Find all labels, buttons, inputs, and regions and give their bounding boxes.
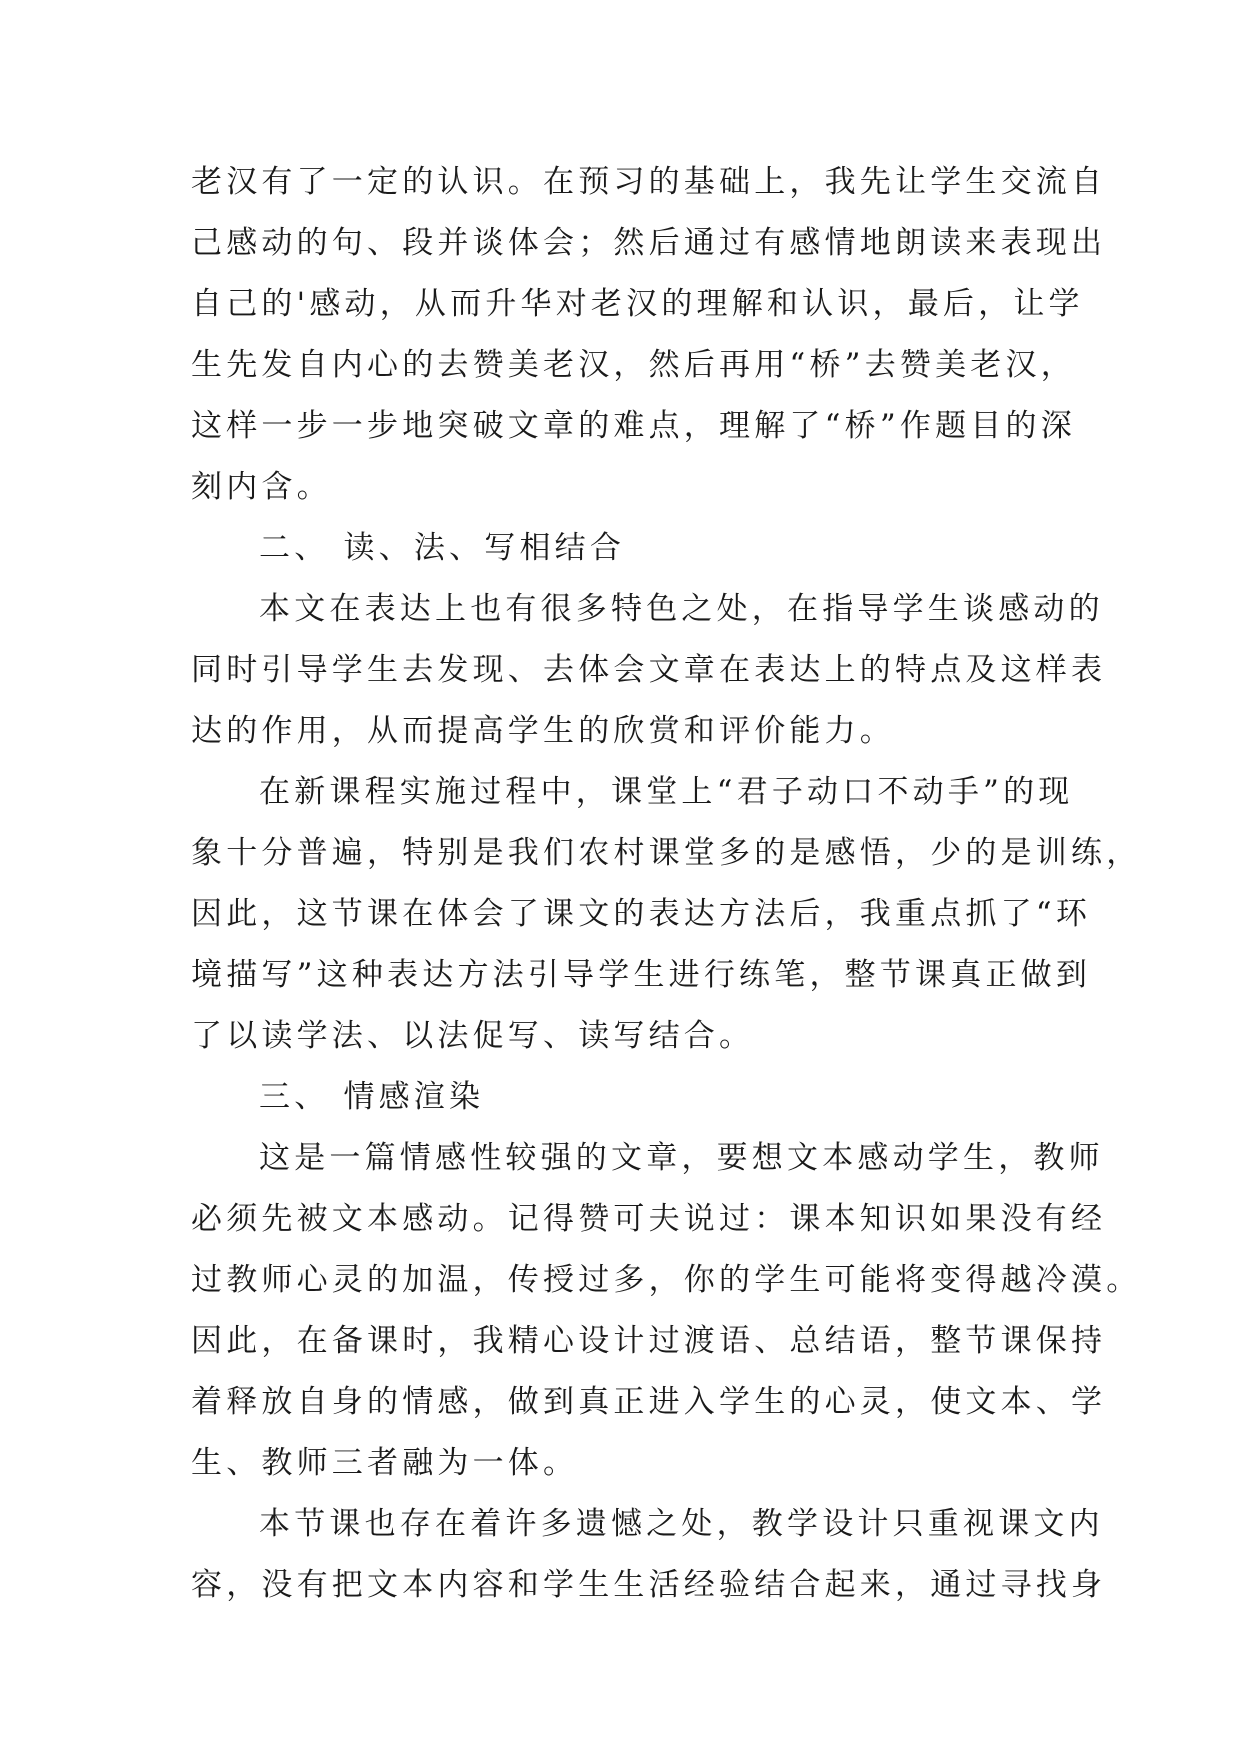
text-line: 己感动的句、段并谈体会；然后通过有感情地朗读来表现出 (191, 225, 1107, 261)
text-line: 在新课程实施过程中，课堂上“君子动口不动手”的现 (259, 774, 1074, 810)
text-line: 容，没有把文本内容和学生生活经验结合起来，通过寻找身 (191, 1567, 1107, 1603)
text-line: 因此，这节课在体会了课文的表达方法后，我重点抓了“环 (191, 896, 1092, 932)
text-line: 境描写”这种表达方法引导学生进行练笔，整节课真正做到 (191, 957, 1092, 993)
text-line: 象十分普遍，特别是我们农村课堂多的是感悟，少的是训练， (191, 835, 1142, 871)
text-line: 这是一篇情感性较强的文章，要想文本感动学生，教师 (259, 1140, 1104, 1176)
text-line: 同时引导学生去发现、去体会文章在表达上的特点及这样表 (191, 652, 1107, 688)
text-line: 刻内含。 (191, 469, 332, 505)
text-line: 这样一步一步地突破文章的难点，理解了“桥”作题目的深 (191, 408, 1076, 444)
text-line: 因此，在备课时，我精心设计过渡语、总结语，整节课保持 (191, 1323, 1107, 1359)
text-line: 本节课也存在着许多遗憾之处，教学设计只重视课文内 (259, 1506, 1104, 1542)
text-line: 着释放自身的情感，做到真正进入学生的心灵，使文本、学 (191, 1384, 1107, 1420)
text-line: 生先发自内心的去赞美老汉，然后再用“桥”去赞美老汉， (191, 347, 1076, 383)
text-line: 本文在表达上也有很多特色之处，在指导学生谈感动的 (259, 591, 1104, 627)
text-line: 生、教师三者融为一体。 (191, 1445, 579, 1481)
section-heading: 二、 读、法、写相结合 (259, 530, 626, 566)
text-line: 必须先被文本感动。记得赞可夫说过：课本知识如果没有经 (191, 1201, 1107, 1237)
document-body (191, 152, 1142, 1616)
text-line: 老汉有了一定的认识。在预习的基础上，我先让学生交流自 (191, 164, 1107, 200)
text-line: 自己的'感动，从而升华对老汉的理解和认识，最后，让学 (191, 286, 1084, 322)
text-line: 达的作用，从而提高学生的欣赏和评价能力。 (191, 713, 895, 749)
section-heading: 三、 情感渲染 (259, 1079, 485, 1115)
text-line: 了以读学法、以法促写、读写结合。 (191, 1018, 755, 1054)
text-line: 过教师心灵的加温，传授过多，你的学生可能将变得越冷漠。 (191, 1262, 1142, 1298)
